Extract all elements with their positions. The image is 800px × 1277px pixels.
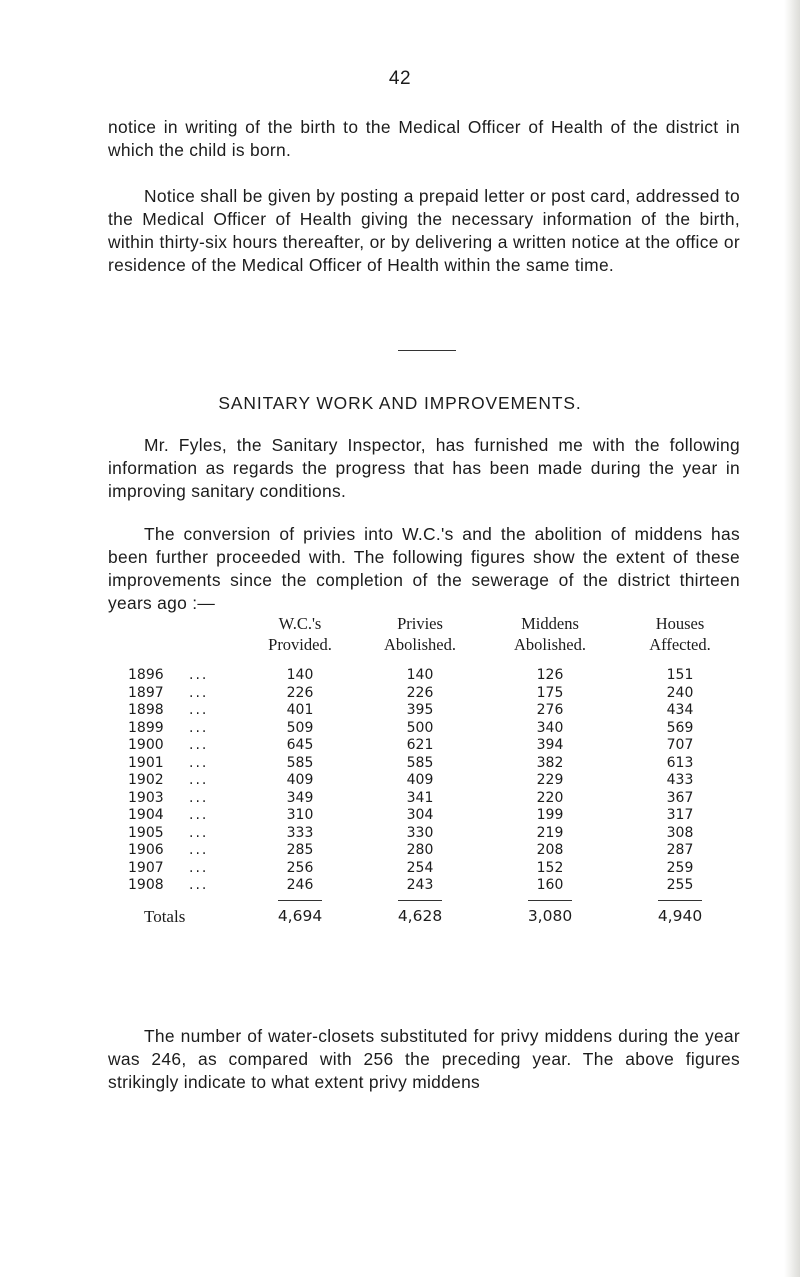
table-row <box>108 790 748 808</box>
cell-middens: 208 <box>536 842 564 858</box>
cell-privies: 330 <box>406 824 434 841</box>
row-year: 1896 <box>128 667 164 683</box>
row-year: 1905 <box>128 824 164 841</box>
cell-houses: 433 <box>666 772 694 788</box>
sum-rule-middens <box>528 900 572 901</box>
total-privies: 4,628 <box>397 907 443 925</box>
total-houses: 4,940 <box>657 907 703 925</box>
improvements-table <box>108 614 748 926</box>
cell-wc: 140 <box>286 667 314 683</box>
cell-middens: 394 <box>536 737 564 753</box>
table-row <box>108 685 748 703</box>
row-year: 1897 <box>128 684 164 701</box>
row-leader-dots: ... <box>189 754 209 771</box>
cell-privies: 280 <box>406 842 434 858</box>
paragraph-water-closets: The number of water-closets substituted for privy middens during the year was 246, as compared with 256 the preceding year. The above figures strikingly indicate to what extent privy middens <box>108 1026 740 1092</box>
table-header-row-2 <box>108 635 748 656</box>
total-middens: 3,080 <box>527 907 573 925</box>
cell-wc: 349 <box>286 789 314 806</box>
cell-houses: 255 <box>666 877 694 893</box>
paragraph-birth-notice-continued: notice in writing of the birth to the Medical Officer of Health of the district in which the child is born. <box>108 117 740 160</box>
paragraph-notice-method: Notice shall be given by posting a prepaid letter or post card, addressed to the Medical Officer of Health giving the necessary information of the birth, within thirty-six hours thereafter, or by delivering a written notice at the office or residence of the Medical Officer of Health within the same time. <box>108 186 740 275</box>
cell-privies: 341 <box>406 789 434 806</box>
cell-privies: 254 <box>406 859 434 876</box>
sum-rule-houses <box>658 900 702 901</box>
header-houses-line1: Houses <box>655 614 705 633</box>
cell-houses: 308 <box>666 824 694 841</box>
row-leader-dots: ... <box>189 772 209 788</box>
cell-houses: 434 <box>666 702 694 718</box>
table-row <box>108 737 748 755</box>
cell-middens: 340 <box>536 719 564 736</box>
cell-middens: 229 <box>536 772 564 788</box>
cell-wc: 585 <box>286 754 314 771</box>
cell-wc: 401 <box>286 702 314 718</box>
row-leader-dots: ... <box>189 789 209 806</box>
row-leader-dots: ... <box>189 877 209 893</box>
section-heading: SANITARY WORK AND IMPROVEMENTS. <box>218 393 582 413</box>
table-row <box>108 807 748 825</box>
header-privies-line2: Abolished. <box>384 635 456 654</box>
row-leader-dots: ... <box>189 719 209 736</box>
cell-middens: 220 <box>536 789 564 806</box>
paragraph-sanitary-inspector: Mr. Fyles, the Sanitary Inspector, has furnished me with the following information as regards the progress that has been made during the year in improving sanitary conditions. <box>108 435 740 501</box>
row-leader-dots: ... <box>189 859 209 876</box>
header-middens-line2: Abolished. <box>514 635 586 654</box>
cell-houses: 569 <box>666 719 694 736</box>
cell-houses: 240 <box>666 684 694 701</box>
cell-privies: 621 <box>406 737 434 753</box>
cell-middens: 276 <box>536 702 564 718</box>
table-row <box>108 842 748 860</box>
page-number: 42 <box>388 68 412 89</box>
table-row <box>108 877 748 895</box>
cell-wc: 509 <box>286 719 314 736</box>
cell-houses: 317 <box>666 807 694 823</box>
cell-middens: 199 <box>536 807 564 823</box>
cell-wc: 226 <box>286 684 314 701</box>
paragraph-conversion-privies: The conversion of privies into W.C.'s and the abolition of middens has been further proceeded with. The following figures show the extent of these improvements since the completion of the sewerage of the district thirteen years ago :— <box>108 524 740 613</box>
row-year: 1906 <box>128 842 164 858</box>
cell-houses: 707 <box>666 737 694 753</box>
row-leader-dots: ... <box>189 667 209 683</box>
sum-rule-privies <box>398 900 442 901</box>
header-middens-line1: Middens <box>521 614 579 633</box>
table-row <box>108 772 748 790</box>
table-row <box>108 755 748 773</box>
cell-middens: 219 <box>536 824 564 841</box>
row-year: 1900 <box>128 737 164 753</box>
table-body <box>108 667 748 895</box>
cell-middens: 382 <box>536 754 564 771</box>
row-leader-dots: ... <box>189 807 209 823</box>
cell-middens: 126 <box>536 667 564 683</box>
cell-wc: 645 <box>286 737 314 753</box>
row-year: 1904 <box>128 807 164 823</box>
cell-middens: 160 <box>536 877 564 893</box>
cell-privies: 395 <box>406 702 434 718</box>
table-header-row-1 <box>108 614 748 635</box>
row-leader-dots: ... <box>189 737 209 753</box>
sum-rule-wc <box>278 900 322 901</box>
header-houses-line2: Affected. <box>649 635 711 654</box>
cell-houses: 151 <box>666 667 694 683</box>
row-year: 1901 <box>128 754 164 771</box>
header-wc-line2: Provided. <box>268 635 332 654</box>
totals-label: Totals <box>144 907 186 926</box>
cell-middens: 175 <box>536 684 564 701</box>
table-row <box>108 720 748 738</box>
table-row <box>108 667 748 685</box>
cell-privies: 585 <box>406 754 434 771</box>
row-year: 1903 <box>128 789 164 806</box>
cell-wc: 285 <box>286 842 314 858</box>
row-leader-dots: ... <box>189 684 209 701</box>
row-year: 1907 <box>128 859 164 876</box>
table-row <box>108 860 748 878</box>
row-leader-dots: ... <box>189 824 209 841</box>
cell-wc: 246 <box>286 877 314 893</box>
cell-privies: 304 <box>406 807 434 823</box>
table-header <box>108 614 748 656</box>
row-year: 1899 <box>128 719 164 736</box>
total-wc: 4,694 <box>277 907 323 925</box>
table-row <box>108 702 748 720</box>
row-year: 1902 <box>128 772 164 788</box>
row-year: 1898 <box>128 702 164 718</box>
table-totals-row <box>108 907 748 927</box>
cell-privies: 500 <box>406 719 434 736</box>
cell-houses: 259 <box>666 859 694 876</box>
section-divider <box>398 350 456 351</box>
cell-privies: 409 <box>406 772 434 788</box>
page-edge-shadow <box>784 0 800 1277</box>
cell-houses: 367 <box>666 789 694 806</box>
row-leader-dots: ... <box>189 702 209 718</box>
row-leader-dots: ... <box>189 842 209 858</box>
totals-rules <box>108 900 748 902</box>
cell-privies: 226 <box>406 684 434 701</box>
cell-privies: 140 <box>406 667 434 683</box>
cell-wc: 333 <box>286 824 314 841</box>
table-row <box>108 825 748 843</box>
cell-wc: 310 <box>286 807 314 823</box>
cell-houses: 287 <box>666 842 694 858</box>
header-wc-line1: W.C.'s <box>278 614 322 633</box>
row-year: 1908 <box>128 877 164 893</box>
cell-wc: 256 <box>286 859 314 876</box>
cell-middens: 152 <box>536 859 564 876</box>
header-privies-line1: Privies <box>397 614 443 633</box>
cell-privies: 243 <box>406 877 434 893</box>
cell-wc: 409 <box>286 772 314 788</box>
cell-houses: 613 <box>666 754 694 771</box>
